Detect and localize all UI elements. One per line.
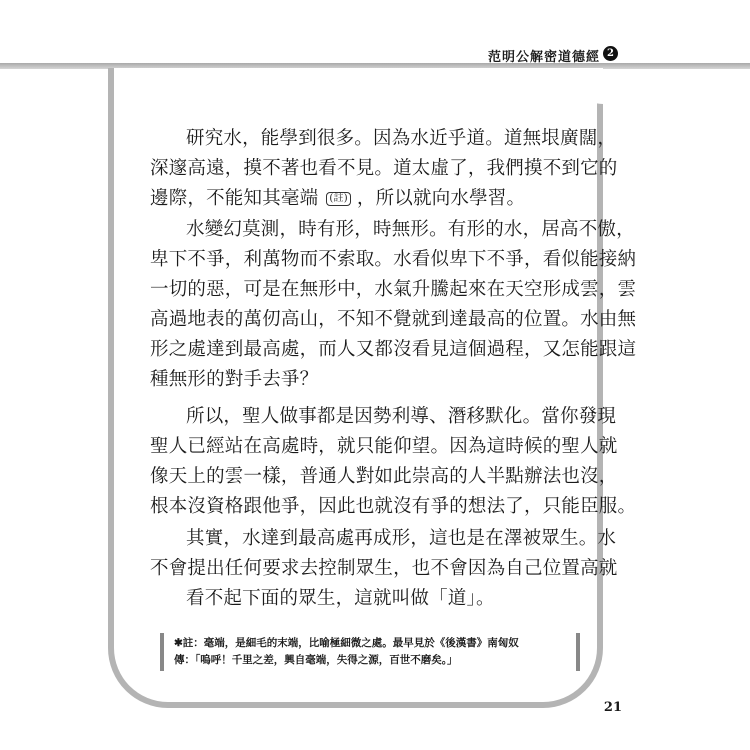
text-line: 像天上的雲一樣，普通人對如此崇高的人半點辦法也沒， [150,466,618,487]
text-line: 根本沒資格跟他爭，因此也就沒有爭的想法了，只能臣服。 [150,496,637,517]
text-line: 所以，聖人做事都是因勢利導、潛移默化。當你發現 [186,406,617,427]
footnote-box [160,633,580,671]
text-line: 其實，水達到最高處再成形，這也是在澤被眾生。水 [186,528,617,549]
text-line: 研究水，能學到很多。因為水近乎道。道無垠廣闊， [186,128,617,149]
footnote-line: ✱註：毫端，是細毛的末端，比喻極細微之處。最早見於《後漢書》南匈奴 [174,637,519,649]
book-title: 范明公解密道德經 [487,50,600,65]
text-line: 一切的惡，可是在無形中，水氣升騰起來在天空形成雲，雲 [150,279,637,300]
volume-badge: 2 [603,46,618,61]
text-line: 看不起下面的眾生，這就叫做「道」。 [186,588,495,609]
text-line: 形之處達到最高處，而人又都沒看見這個過程，又怎能跟這 [150,339,637,360]
page-number: 21 [603,700,622,715]
text-line: 種無形的對手去爭？ [150,369,319,390]
paragraph-3 [150,402,637,522]
paragraph-4 [150,524,618,614]
footnote-line: 傳：「嗚呼！千里之差，興自毫端，失得之源，百世不磨矣。」 [174,654,458,666]
text-fragment: ，所以就向水學習。 [356,188,526,209]
text-line: 深邃高遠，摸不著也看不見。道太虛了，我們摸不到它的 [150,158,618,179]
text-line: 水變幻莫測，時有形，時無形。有形的水，居高不傲， [186,219,635,240]
text-line [150,184,582,214]
text-fragment: 邊際，不能知其毫端 [150,188,319,209]
text-line: 不會提出任何要求去控制眾生，也不會因為自己位置高就 [150,558,618,579]
text-line: 聖人已經站在高處時，就只能仰望。因為這時候的聖人就 [150,436,618,457]
text-line: 高過地表的萬仞高山，不知不覺就到達最高的位置。水由無 [150,309,637,330]
paragraph-1 [150,124,618,214]
footnote-marker: (註) [326,192,350,206]
paragraph-2 [150,215,637,395]
text-line: 卑下不爭，利萬物而不索取。水看似卑下不爭，看似能接納 [150,249,637,270]
